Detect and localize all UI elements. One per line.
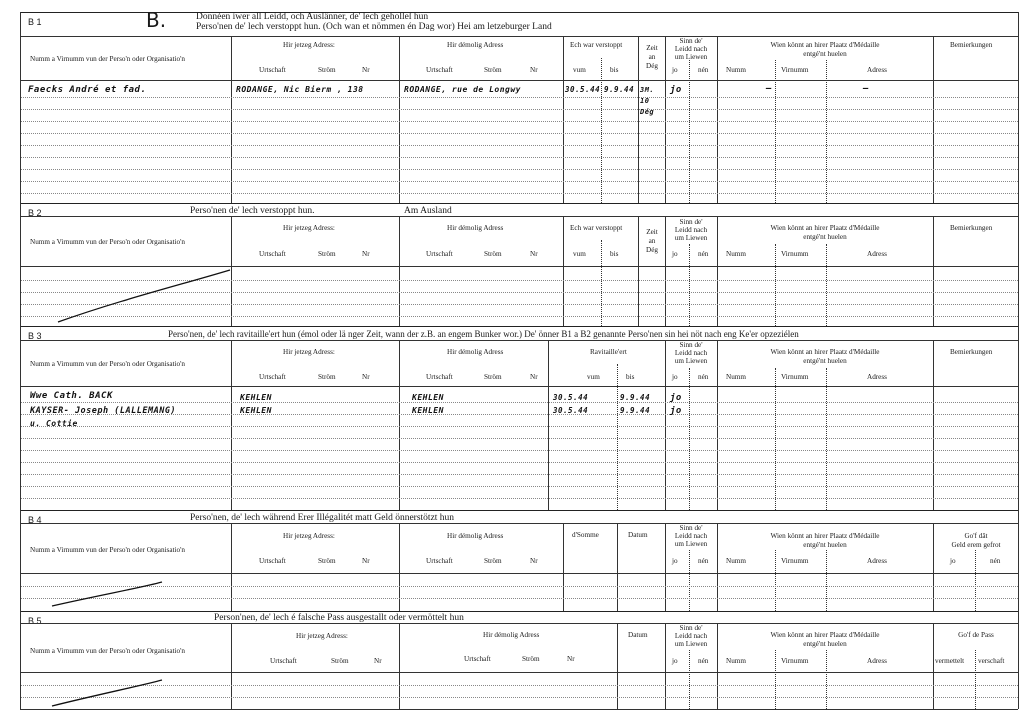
b1-entry-name: Faecks André et fad. <box>28 85 147 95</box>
b2-current-header: Hir jetzeg Adress: <box>283 224 335 232</box>
b3-entry-from-2: 30.5.44 <box>553 406 589 415</box>
b5-adress: Adress <box>867 657 887 665</box>
b3-entry-name-3: u. Cottie <box>30 419 78 428</box>
b4-adress: Adress <box>867 557 887 565</box>
b1-vum: vum <box>573 66 586 74</box>
b4-medal-2: entgé'nt huelen <box>803 541 847 549</box>
b2-hidden-header: Ech war verstoppt <box>570 224 623 232</box>
b3-entry-name-1: Wwe Cath. BACK <box>30 391 113 401</box>
b3-virnumm: Virnumm <box>781 373 809 381</box>
b3-nr: Nr <box>362 373 370 381</box>
section-b4-title: Perso'nen, de' lech während Erer Illégalitét matt Geld önnerstötzt hun <box>190 513 455 523</box>
b3-entry-for-1: KEHLEN <box>412 393 444 402</box>
b2-time-2: an <box>648 237 656 245</box>
b1-locality: Urtschaft <box>259 66 286 74</box>
b3-entry-cur-1: KEHLEN <box>240 393 272 402</box>
b1-former-header: Hir démolig Adress <box>447 41 504 49</box>
b3-no: nén <box>698 373 709 381</box>
b2-former-nr: Nr <box>530 250 538 258</box>
b4-suffered-2: Leidd nach <box>674 532 708 540</box>
b2-locality: Urtschaft <box>259 250 286 258</box>
b1-entry-from: 30.5.44 <box>565 85 601 94</box>
b4-former-locality: Urtschaft <box>426 557 453 565</box>
b5-nr: Nr <box>374 657 382 665</box>
b1-time-2: an <box>648 53 656 61</box>
b1-adress: Adress <box>867 66 887 74</box>
b5-date-header: Datum <box>628 631 648 639</box>
b1-former-nr: Nr <box>530 66 538 74</box>
b2-nr: Nr <box>362 250 370 258</box>
b4-nr: Nr <box>362 557 370 565</box>
b4-numm: Numm <box>726 557 746 565</box>
section-b3-title: Perso'nen, de' lech ravitaille'ert hun (émol oder lä nger Zeit, wann der z.B. an engem Bunker wor.) De' önner B1 a B2 genannte Perso'nen sin hei nöt nach eng Ke'er opzeziélen <box>168 329 799 339</box>
b2-suffered-1: Sinn de' <box>679 218 703 226</box>
b3-remarks: Bemierkungen <box>950 348 993 356</box>
b4-street: Ström <box>318 557 336 565</box>
b3-adress: Adress <box>867 373 887 381</box>
section-b1-title-2: Perso'nen de' lech verstoppt hun. (Och wan et nömmen én Dag wor) Hei am letzeburger Land <box>196 22 552 32</box>
b5-verschaft: verschaft <box>978 657 1005 665</box>
b5-street: Ström <box>331 657 349 665</box>
section-b3-id: B 3 <box>28 331 42 341</box>
b2-medal-2: entgé'nt huelen <box>803 233 847 241</box>
b1-entry-dash-1: — <box>766 84 772 94</box>
b3-supplied-header: Ravitaille'ert <box>590 348 627 356</box>
b1-entry-current: RODANGE, Nic Bierm , 138 <box>236 85 364 94</box>
b2-time-1: Zeit <box>646 228 658 236</box>
b1-remarks: Bemierkungen <box>950 41 993 49</box>
section-b1-title-1: Donnéen iwer all Leidd, och Auslänner, de' lech geholleſ hun <box>196 12 429 22</box>
b2-yes: jo <box>672 250 678 258</box>
b3-medal-2: entgé'nt huelen <box>803 357 847 365</box>
section-b4-id: B 4 <box>28 515 42 525</box>
b3-former-header: Hir démolig Adress <box>447 348 504 356</box>
b3-suffered-1: Sinn de' <box>679 341 703 349</box>
b5-medal-2: entgé'nt huelen <box>803 640 847 648</box>
b1-medal-2: entgé'nt huelen <box>803 50 847 58</box>
b2-bis: bis <box>610 250 619 258</box>
b5-former-nr: Nr <box>567 655 575 663</box>
section-b1-letter: B. <box>146 8 167 32</box>
b1-former-locality: Urtschaft <box>426 66 453 74</box>
b2-time-3: Dég <box>646 246 658 254</box>
b1-medal-1: Wien könnt an hirer Plaatz d'Médaille <box>770 41 880 49</box>
b5-suffered-2: Leidd nach <box>674 632 708 640</box>
b1-entry-former: RODANGE, rue de Longwy <box>404 85 521 94</box>
b4-mb-yes: jo <box>950 557 956 565</box>
b1-current-header: Hir jetzeg Adress: <box>283 41 335 49</box>
b3-suffered-2: Leidd nach <box>674 349 708 357</box>
b3-name-header: Numm a Virnumm vun der Perso'n oder Organisatio'n <box>30 360 186 368</box>
b1-suffered-2: Leidd nach <box>674 45 708 53</box>
b3-bis: bis <box>626 373 635 381</box>
b1-yes: jo <box>672 66 678 74</box>
b5-former-locality: Urtschaft <box>464 655 491 663</box>
b3-former-locality: Urtschaft <box>426 373 453 381</box>
b3-suffered-3: um Liewen <box>674 357 708 365</box>
b1-entry-dash-2: — <box>863 84 869 94</box>
b1-entry-yes: jo <box>670 85 682 95</box>
b4-money-back-1: Go'f dât <box>964 532 988 540</box>
b2-adress: Adress <box>867 250 887 258</box>
b1-nr: Nr <box>362 66 370 74</box>
b1-numm: Numm <box>726 66 746 74</box>
b5-vermettelt: vermettelt <box>935 657 965 665</box>
b4-former-nr: Nr <box>530 557 538 565</box>
section-b2-title-b: Am Ausland <box>404 206 452 216</box>
b1-virnumm: Virnumm <box>781 66 809 74</box>
b4-locality: Urtschaft <box>259 557 286 565</box>
b2-remarks: Bemierkungen <box>950 224 993 232</box>
b2-former-locality: Urtschaft <box>426 250 453 258</box>
b5-no: nén <box>698 657 709 665</box>
b2-suffered-2: Leidd nach <box>674 226 708 234</box>
b3-entry-to-1: 9.9.44 <box>620 393 651 402</box>
b3-entry-yes-1: jo <box>670 393 682 403</box>
b4-sum-header: d'Somme <box>572 531 599 539</box>
b1-hidden-header: Ech war verstoppt <box>570 41 623 49</box>
b5-pass-header: Go'f de Pass <box>958 631 994 639</box>
b2-no: nén <box>698 250 709 258</box>
b5-medal-1: Wien könnt an hirer Plaatz d'Médaille <box>770 631 880 639</box>
b4-current-header: Hir jetzeg Adress: <box>283 532 335 540</box>
b4-suffered-3: um Liewen <box>674 540 708 548</box>
b5-current-header: Hir jetzeg Adress: <box>296 632 348 640</box>
b5-suffered-1: Sinn de' <box>679 624 703 632</box>
b1-time-3: Dég <box>646 62 658 70</box>
b3-former-street: Ström <box>484 373 502 381</box>
b2-former-header: Hir démolig Adress <box>447 224 504 232</box>
b1-former-street: Ström <box>484 66 502 74</box>
b4-suffered-1: Sinn de' <box>679 524 703 532</box>
b4-yes: jo <box>672 557 678 565</box>
b4-medal-1: Wien könnt an hirer Plaatz d'Médaille <box>770 532 880 540</box>
b3-entry-yes-2: jo <box>670 406 682 416</box>
b4-virnumm: Virnumm <box>781 557 809 565</box>
b1-suffered-3: um Liewen <box>674 53 708 61</box>
b3-locality: Urtschaft <box>259 373 286 381</box>
section-b5-id: B 5 <box>28 616 42 626</box>
b5-name-header: Numm a Virnumm vun der Perso'n oder Organisatio'n <box>30 647 186 655</box>
b1-entry-time: 3M. 10 Dég <box>640 86 655 116</box>
b4-name-header: Numm a Virnumm vun der Perso'n oder Organisatio'n <box>30 546 186 554</box>
b5-yes: jo <box>672 657 678 665</box>
b1-time-1: Zeit <box>646 44 658 52</box>
b2-medal-1: Wien könnt an hirer Plaatz d'Médaille <box>770 224 880 232</box>
b2-name-header: Numm a Virnumm vun der Perso'n oder Organisatio'n <box>30 238 186 246</box>
b1-street: Ström <box>318 66 336 74</box>
b3-street: Ström <box>318 373 336 381</box>
b3-vum: vum <box>587 373 600 381</box>
b3-current-header: Hir jetzeg Adress: <box>283 348 335 356</box>
b3-medal-1: Wien könnt an hirer Plaatz d'Médaille <box>770 348 880 356</box>
b3-entry-for-2: KEHLEN <box>412 406 444 415</box>
b3-entry-name-2: KAYSER- Joseph (LALLEMANG) <box>30 406 177 416</box>
b3-entry-from-1: 30.5.44 <box>553 393 589 402</box>
b1-bis: bis <box>610 66 619 74</box>
b3-former-nr: Nr <box>530 373 538 381</box>
b2-numm: Numm <box>726 250 746 258</box>
section-b5-title: Person'nen, de' lech é falsche Pass ausgestallt oder vermöttelt hun <box>214 613 464 623</box>
b4-former-street: Ström <box>484 557 502 565</box>
section-b2-id: B 2 <box>28 208 42 218</box>
b5-virnumm: Virnumm <box>781 657 809 665</box>
b1-suffered-1: Sinn de' <box>679 37 703 45</box>
b4-former-header: Hir démolig Adress <box>447 532 504 540</box>
b4-no: nén <box>698 557 709 565</box>
b4-money-back-2: Geld erem gefrot <box>951 541 1001 549</box>
section-b1-id: B 1 <box>28 17 42 27</box>
b2-virnumm: Virnumm <box>781 250 809 258</box>
b5-numm: Numm <box>726 657 746 665</box>
b5-locality: Urtschaft <box>270 657 297 665</box>
b2-former-street: Ström <box>484 250 502 258</box>
b1-name-header: Numm a Virnumm vun der Perso'n oder Organisatio'n <box>30 55 186 63</box>
b1-entry-to: 9.9.44 <box>604 85 635 94</box>
b3-numm: Numm <box>726 373 746 381</box>
section-b2-title: Perso'nen de' lech verstoppt hun. <box>190 206 315 216</box>
b5-former-street: Ström <box>522 655 540 663</box>
b2-suffered-3: um Liewen <box>674 234 708 242</box>
b3-entry-to-2: 9.9.44 <box>620 406 651 415</box>
b5-suffered-3: um Liewen <box>674 640 708 648</box>
b4-mb-no: nén <box>990 557 1001 565</box>
b3-yes: jo <box>672 373 678 381</box>
b5-former-header: Hir démolig Adress <box>483 631 540 639</box>
b1-no: nén <box>698 66 709 74</box>
b4-date-header: Datum <box>628 531 648 539</box>
b2-street: Ström <box>318 250 336 258</box>
b3-entry-cur-2: KEHLEN <box>240 406 272 415</box>
b2-vum: vum <box>573 250 586 258</box>
